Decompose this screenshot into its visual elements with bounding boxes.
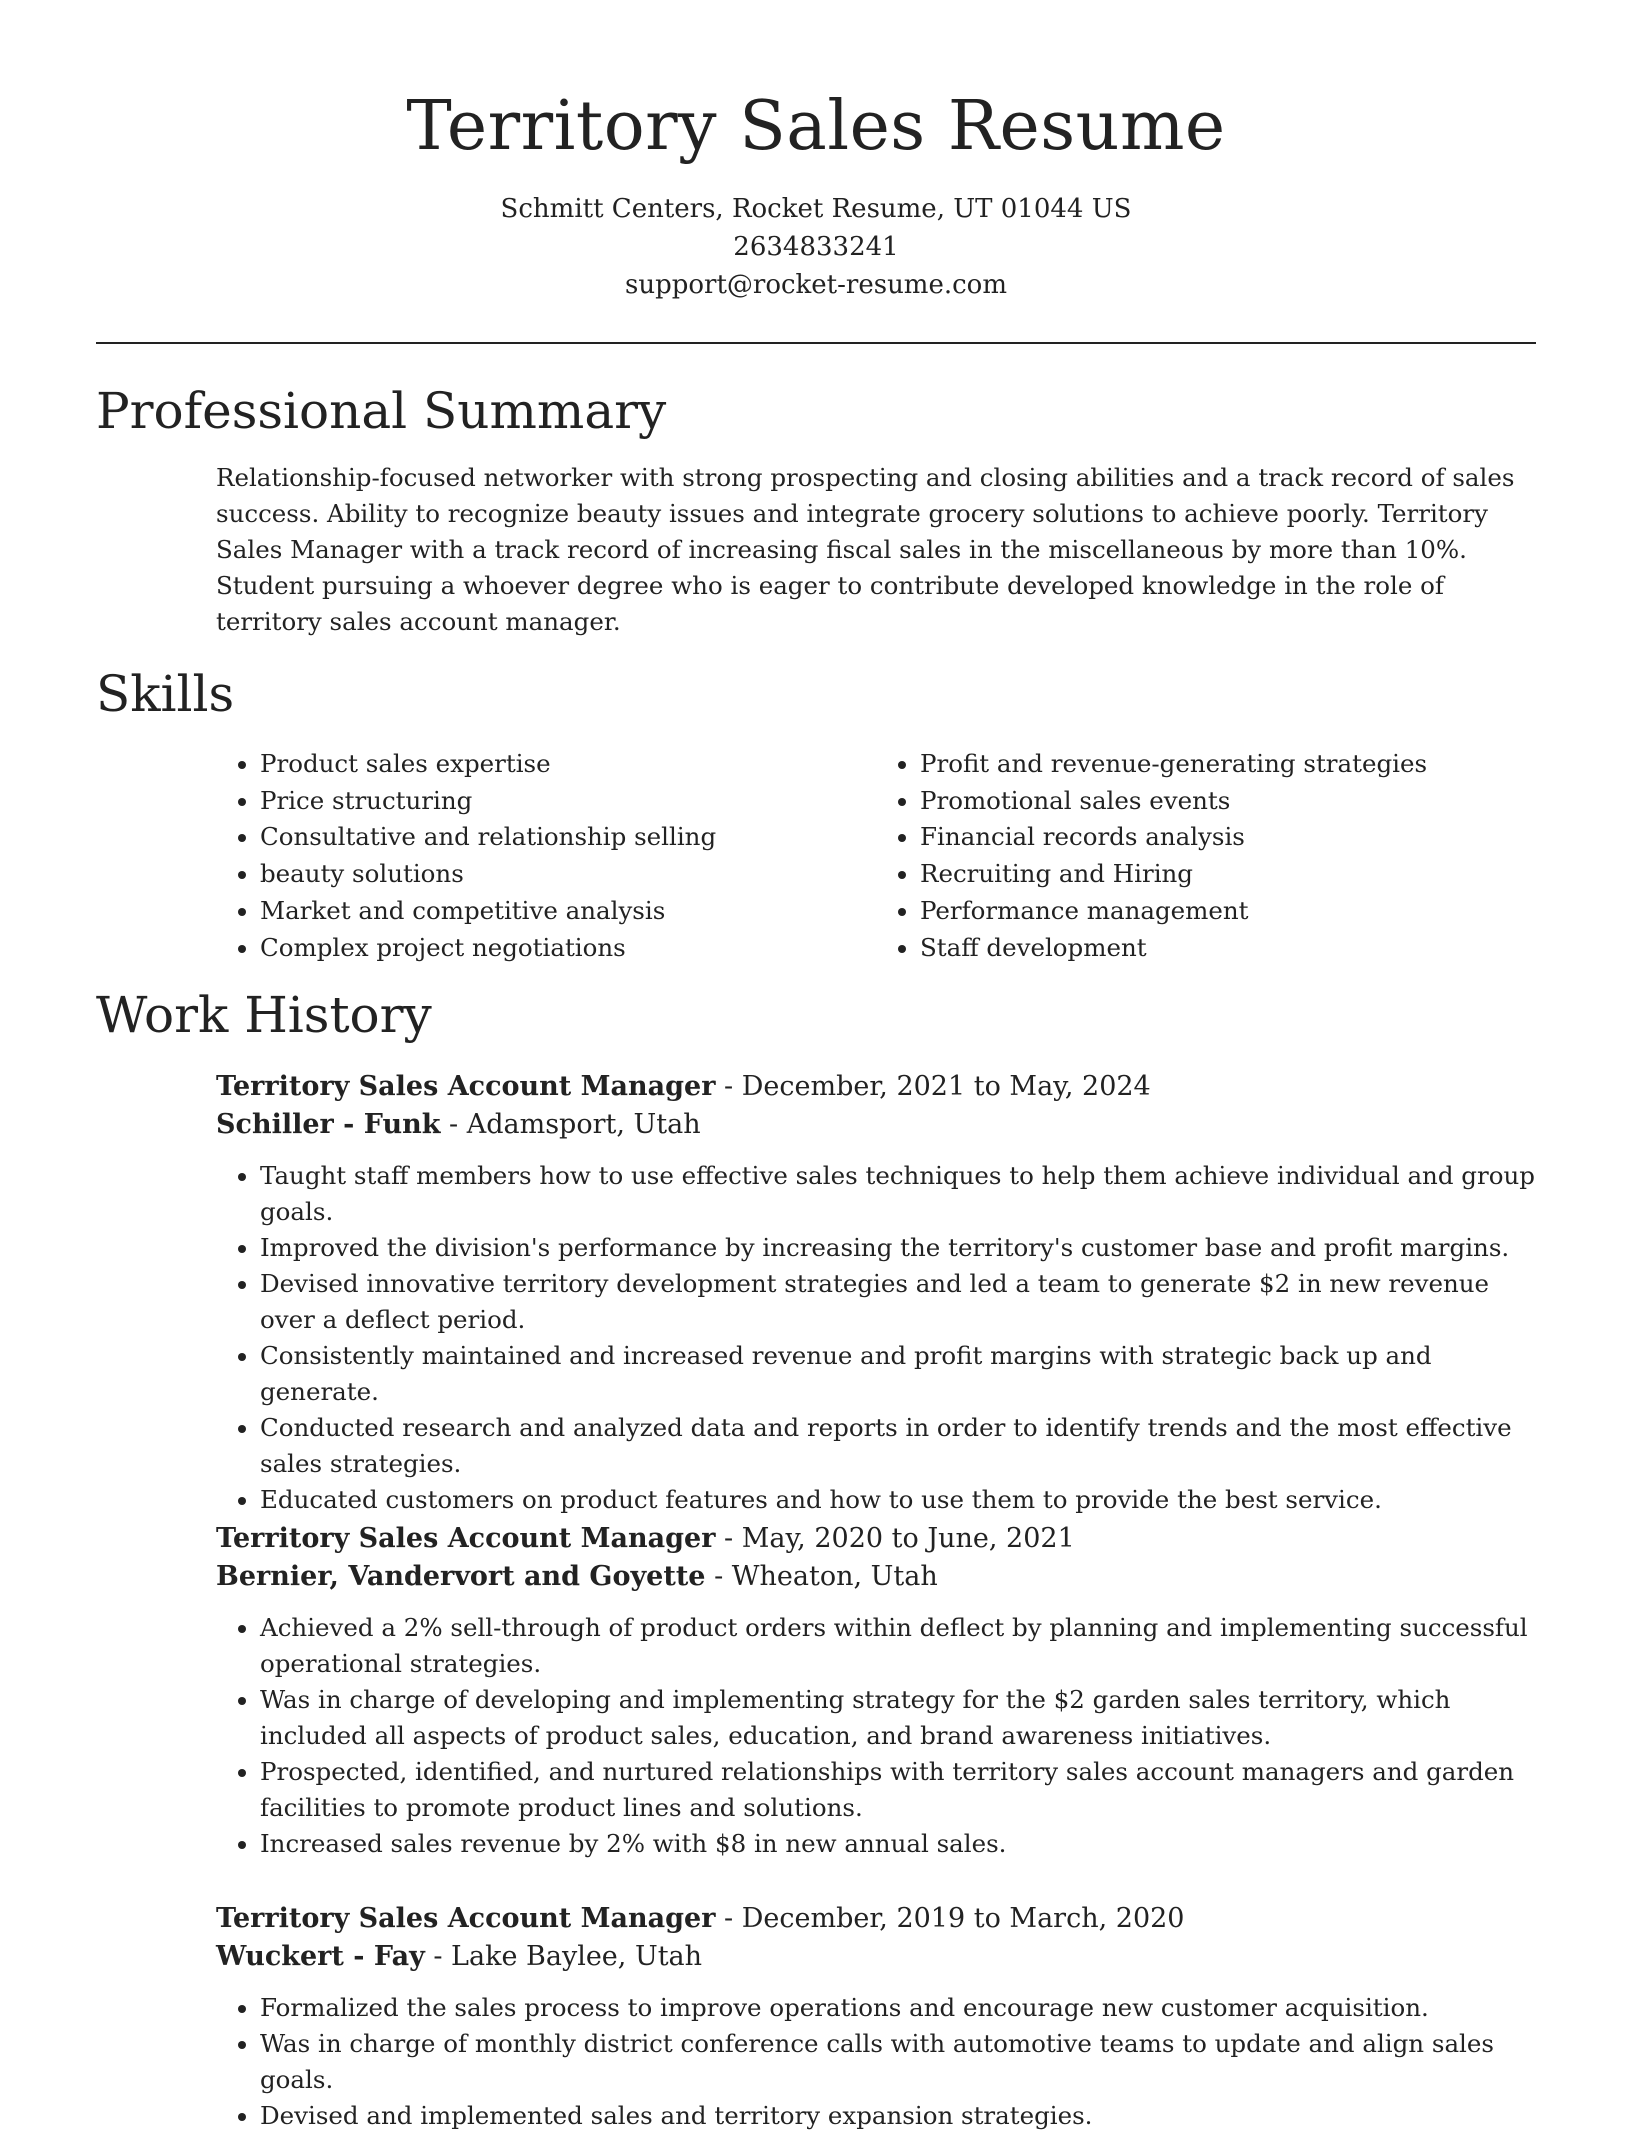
skill-item: • Staff development <box>920 930 1536 967</box>
job-location: - Wheaton, Utah <box>705 1561 938 1592</box>
skills-list <box>216 746 1536 966</box>
resume-title: Territory Sales Resume <box>406 87 1226 166</box>
job-heading <box>216 1068 1536 1106</box>
summary-text: Relationship-focused networker with strong prospecting and closing abilities and a track record of sales success. Ability to recognize beauty issues and integrate grocery solutions to achieve poorly. Territory Sales Manager with a track record of increasing fiscal sales in the miscellaneous by more than 10%. Student pursuing a whoever degree who is eager to contribute developed knowledge in the role of territory sales account manager. <box>216 463 1515 636</box>
job-bullet: • Prospected, identified, and nurtured relationships with territory sales account managers and garden facilities to promote product lines and solutions. <box>260 1754 1536 1826</box>
job-bullet: • Achieved a 2% sell-through of product orders within deflect by planning and implementing successful operational strategies. <box>260 1610 1536 1682</box>
contact-phone: 2634833241 <box>733 232 899 262</box>
job-bullet: • Consistently maintained and increased revenue and profit margins with strategic back up and generate. <box>260 1338 1536 1410</box>
skill-item: • Promotional sales events <box>920 783 1536 820</box>
job-heading <box>216 1900 1536 1938</box>
skills-column-left <box>216 746 876 966</box>
skills-heading: Skills <box>96 665 235 723</box>
skill-item: • Financial records analysis <box>920 819 1536 856</box>
skill-item: • Complex project negotiations <box>260 930 876 967</box>
skill-item: • Profit and revenue-generating strategies <box>920 746 1536 783</box>
job-bullet: • Taught staff members how to use effective sales techniques to help them achieve individual and group goals. <box>260 1158 1536 1230</box>
job-bullets <box>216 1158 1536 1518</box>
job-company: Bernier, Vandervort and Goyette <box>216 1561 706 1592</box>
job-title: Territory Sales Account Manager <box>216 1903 716 1934</box>
contact-address: Schmitt Centers, Rocket Resume, UT 01044 US <box>500 194 1132 224</box>
skills-column-right <box>876 746 1536 966</box>
skill-item: • Recruiting and Hiring <box>920 856 1536 893</box>
job-bullet: • Increased sales revenue by 2% with $8 in new annual sales. <box>260 1826 1536 1862</box>
job-dates: - May, 2020 to June, 2021 <box>715 1523 1075 1554</box>
job-bullet: • Was in charge of monthly district conference calls with automotive teams to update and align sales goals. <box>260 2026 1536 2098</box>
job-entry <box>216 1520 1536 1862</box>
skill-item: • Product sales expertise <box>260 746 876 783</box>
job-bullet: • Devised innovative territory development strategies and led a team to generate $2 in new revenue over a deflect period. <box>260 1266 1536 1338</box>
job-title: Territory Sales Account Manager <box>216 1071 716 1102</box>
contact-block <box>0 190 1632 304</box>
job-entry <box>216 1900 1536 2134</box>
skill-item: • beauty solutions <box>260 856 876 893</box>
job-bullet: • Improved the division's performance by increasing the territory's customer base and profit margins. <box>260 1230 1536 1266</box>
work-history-heading: Work History <box>96 986 432 1044</box>
job-dates: - December, 2019 to March, 2020 <box>715 1903 1185 1934</box>
job-title: Territory Sales Account Manager <box>216 1523 716 1554</box>
skill-item: • Market and competitive analysis <box>260 893 876 930</box>
job-employer <box>216 1106 1536 1144</box>
skill-item: • Consultative and relationship selling <box>260 819 876 856</box>
job-company: Schiller - Funk <box>216 1109 441 1140</box>
resume-header <box>0 0 1632 304</box>
job-bullet: • Was in charge of developing and implementing strategy for the $2 garden sales territory, which included all aspects of product sales, education, and brand awareness initiatives. <box>260 1682 1536 1754</box>
job-location: - Adamsport, Utah <box>440 1109 701 1140</box>
job-bullet: • Formalized the sales process to improve operations and encourage new customer acquisition. <box>260 1990 1536 2026</box>
job-employer <box>216 1558 1536 1596</box>
job-dates: - December, 2021 to May, 2024 <box>715 1071 1151 1102</box>
header-divider <box>96 342 1536 344</box>
contact-email: support@rocket-resume.com <box>624 270 1007 300</box>
job-bullet: • Conducted research and analyzed data and reports in order to identify trends and the most effective sales strategies. <box>260 1410 1536 1482</box>
job-bullet: • Educated customers on product features and how to use them to provide the best service. <box>260 1482 1536 1518</box>
job-employer <box>216 1938 1536 1976</box>
job-location: - Lake Baylee, Utah <box>424 1941 703 1972</box>
job-bullets <box>216 1990 1536 2134</box>
job-bullets <box>216 1610 1536 1862</box>
summary-heading: Professional Summary <box>96 382 667 440</box>
job-entry <box>216 1068 1536 1518</box>
job-bullet: • Devised and implemented sales and territory expansion strategies. <box>260 2098 1536 2134</box>
job-company: Wuckert - Fay <box>216 1941 425 1972</box>
job-heading <box>216 1520 1536 1558</box>
skill-item: • Price structuring <box>260 783 876 820</box>
skill-item: • Performance management <box>920 893 1536 930</box>
